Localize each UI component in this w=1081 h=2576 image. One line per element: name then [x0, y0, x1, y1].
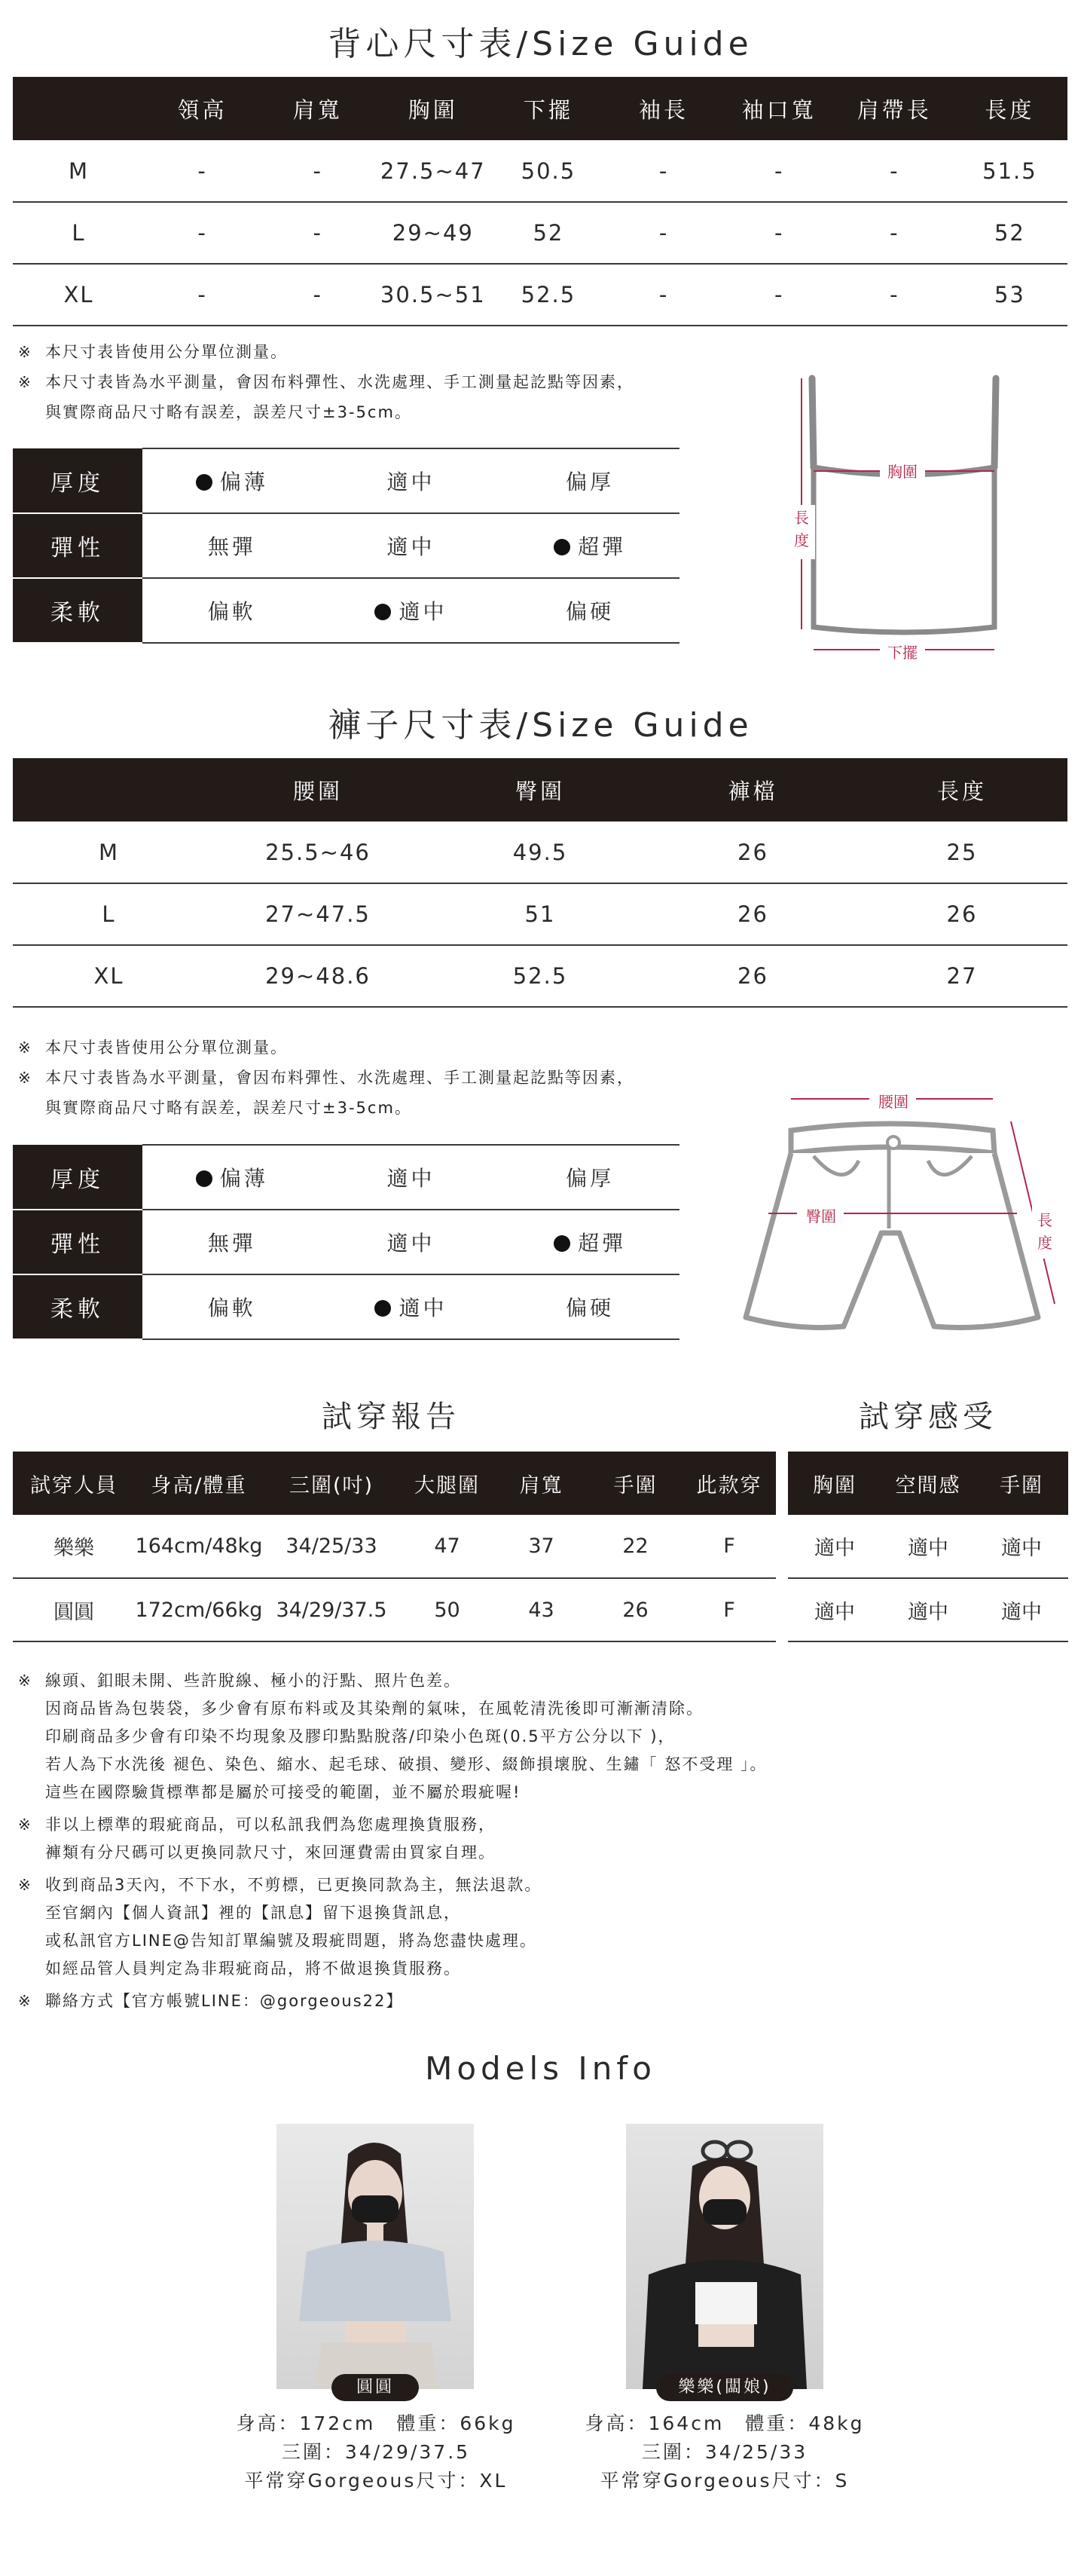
- attribute-option: [500, 1274, 679, 1339]
- table-cell: -: [722, 140, 837, 202]
- selected-dot-icon: [554, 539, 570, 555]
- table-cell: 50.5: [490, 140, 606, 202]
- model-stat-line: 三圍：34/25/33: [641, 2441, 808, 2463]
- note-line: 非以上標準的瑕疵商品，可以私訊我們為您處理換貨服務，: [45, 1816, 496, 1834]
- attribute-row-elasticity: [13, 513, 679, 578]
- table-cell: 47: [400, 1515, 494, 1578]
- pants-size-table: [13, 758, 1067, 1008]
- attribute-label: 柔軟: [13, 1274, 142, 1339]
- table-cell: 適中: [975, 1578, 1068, 1641]
- fitting-feel-title: 試穿感受: [859, 1400, 997, 1434]
- table-cell: 53: [952, 264, 1067, 326]
- header-size-worn: 此款穿: [682, 1452, 776, 1515]
- attribute-row-softness: [13, 578, 679, 643]
- option-text: 適中: [386, 1166, 435, 1191]
- table-cell: 26: [649, 821, 857, 883]
- note-mark: ※: [18, 1992, 32, 2010]
- model-info-lele: [566, 2409, 883, 2495]
- table-cell: 34/29/37.5: [263, 1578, 400, 1641]
- pants-header-length: 長度: [857, 758, 1067, 821]
- attribute-option: [142, 513, 322, 578]
- table-cell: -: [837, 140, 952, 202]
- table-cell: -: [145, 140, 260, 202]
- model-silhouette-icon: [276, 2124, 474, 2389]
- table-row: [788, 1578, 1068, 1641]
- table-cell: 52: [952, 202, 1067, 264]
- vest-size-table: [13, 77, 1067, 326]
- vest-header-cuff: 袖口寬: [722, 77, 837, 140]
- table-cell: 樂樂: [13, 1515, 135, 1578]
- header-chest-feel: 胸圍: [788, 1452, 881, 1515]
- vest-attribute-table: [13, 448, 679, 644]
- table-cell: 適中: [881, 1515, 975, 1578]
- size-cell: XL: [13, 945, 205, 1007]
- note-line: 這些在國際驗貨標準都是屬於可接受的範圍，並不屬於瑕疵喔!: [45, 1783, 521, 1801]
- pants-header-hip: 臀圍: [431, 758, 649, 821]
- attribute-row-thickness: [13, 448, 679, 513]
- table-cell: -: [260, 202, 375, 264]
- table-cell: -: [260, 264, 375, 326]
- table-cell: -: [145, 264, 260, 326]
- model-silhouette-icon: [626, 2124, 823, 2389]
- attribute-option: [322, 513, 501, 578]
- table-row: [13, 1578, 776, 1641]
- size-cell: L: [13, 202, 145, 264]
- attribute-option: [322, 1274, 501, 1339]
- attribute-option: [322, 1145, 501, 1210]
- attribute-option: [500, 1210, 679, 1274]
- note-mark: ※: [18, 1672, 32, 1690]
- header-space-feel: 空間感: [881, 1452, 975, 1515]
- vest-header-size: [13, 77, 145, 140]
- note-mark: ※: [18, 343, 32, 361]
- size-cell: L: [13, 883, 205, 945]
- pants-size-header-row: [13, 758, 1067, 821]
- note-line: 與實際商品尺寸略有誤差，誤差尺寸±3-5cm。: [45, 1099, 412, 1117]
- table-cell: 51.5: [952, 140, 1067, 202]
- header-shoulder: 肩寬: [494, 1452, 588, 1515]
- pants-header-size: [13, 758, 205, 821]
- chest-label: 胸圍: [887, 463, 918, 481]
- table-cell: 適中: [975, 1515, 1068, 1578]
- table-cell: 52.5: [431, 945, 649, 1007]
- selected-dot-icon: [374, 604, 391, 620]
- model-photo-lele: [626, 2124, 823, 2389]
- table-cell: 27.5~47: [375, 140, 490, 202]
- option-text: 超彈: [578, 534, 627, 559]
- option-text: 偏薄: [219, 1166, 268, 1191]
- attribute-option: [142, 1210, 322, 1274]
- waist-label: 腰圍: [878, 1093, 908, 1111]
- attribute-option: [142, 1145, 322, 1210]
- table-cell: 26: [649, 883, 857, 945]
- note-line: 至官網內【個人資訊】裡的【訊息】留下退換貨訊息，: [45, 1904, 461, 1922]
- header-arm-feel: 手圍: [975, 1452, 1068, 1515]
- attribute-option: [142, 448, 322, 513]
- table-row: [13, 883, 1067, 945]
- note-line: 印刷商品多少會有印染不均現象及膠印點點脫落/印染小色斑(0.5平方公分以下 )，: [45, 1727, 676, 1745]
- vest-size-notes: [18, 337, 756, 427]
- table-row: [788, 1515, 1068, 1578]
- attribute-label: 彈性: [13, 513, 142, 578]
- option-text: 超彈: [578, 1231, 627, 1256]
- model-photo-yuanyuan: [276, 2124, 474, 2389]
- vest-size-header-row: [13, 77, 1067, 140]
- table-cell: 29~49: [375, 202, 490, 264]
- option-text: 適中: [386, 1231, 435, 1256]
- model-stat-line: 三圍：34/29/37.5: [281, 2441, 471, 2463]
- vest-header-collar: 領高: [145, 77, 260, 140]
- note-mark: ※: [18, 1876, 32, 1894]
- attribute-option: [500, 513, 679, 578]
- attribute-option: [142, 578, 322, 643]
- vest-size-guide-title: 背心尺寸表/Size Guide: [328, 25, 753, 63]
- vest-header-hem: 下擺: [490, 77, 606, 140]
- note-line: 本尺寸表皆為水平測量，會因布料彈性、水洗處理、手工測量起訖點等因素，: [45, 1069, 634, 1087]
- option-text: 偏硬: [566, 599, 615, 624]
- model-stat-line: 身高：172cm 體重：66kg: [236, 2412, 516, 2434]
- option-text: 適中: [386, 470, 435, 494]
- table-cell: 164cm/48kg: [135, 1515, 263, 1578]
- header-tester: 試穿人員: [13, 1452, 135, 1515]
- selected-dot-icon: [554, 1235, 570, 1252]
- table-cell: -: [722, 264, 837, 326]
- table-cell: -: [722, 202, 837, 264]
- table-row: [13, 821, 1067, 883]
- note-mark: ※: [18, 1069, 32, 1087]
- note-mark: ※: [18, 373, 32, 391]
- option-text: 適中: [386, 534, 435, 559]
- selected-dot-icon: [196, 474, 212, 491]
- attribute-label: 柔軟: [13, 578, 142, 643]
- length-label: 長度: [794, 509, 809, 549]
- table-cell: -: [837, 202, 952, 264]
- vest-header-sleeve: 袖長: [606, 77, 722, 140]
- table-cell: 37: [494, 1515, 588, 1578]
- model-stat-line: 平常穿Gorgeous尺寸：S: [600, 2470, 850, 2492]
- fitting-feel-table: [788, 1452, 1068, 1642]
- pants-header-rise: 褲檔: [649, 758, 857, 821]
- table-cell: 26: [588, 1578, 682, 1641]
- length-label: 長度: [1037, 1211, 1052, 1252]
- vest-header-chest: 胸圍: [375, 77, 490, 140]
- attribute-label: 厚度: [13, 448, 142, 513]
- table-row: [13, 140, 1067, 202]
- pants-size-guide-title: 褲子尺寸表/Size Guide: [328, 706, 753, 745]
- size-cell: M: [13, 140, 145, 202]
- table-cell: 適中: [881, 1578, 975, 1641]
- option-text: 無彈: [207, 1231, 256, 1256]
- note-line: 線頭、釦眼未開、些許脫線、極小的汙點、照片色差。: [45, 1672, 461, 1690]
- table-cell: 圓圓: [13, 1578, 135, 1641]
- table-cell: 適中: [788, 1578, 881, 1641]
- table-row: [13, 264, 1067, 326]
- table-cell: 49.5: [431, 821, 649, 883]
- note-line: 本尺寸表皆使用公分單位測量。: [45, 1039, 288, 1057]
- option-text: 偏硬: [566, 1296, 615, 1320]
- attribute-option: [322, 1210, 501, 1274]
- vest-header-length: 長度: [952, 77, 1067, 140]
- table-cell: -: [606, 264, 722, 326]
- table-cell: 25: [857, 821, 1067, 883]
- note-line: 收到商品3天內，不下水，不剪標，已更換同款為主，無法退款。: [45, 1876, 542, 1894]
- table-cell: F: [682, 1578, 776, 1641]
- shorts-outline-icon: [731, 1078, 1062, 1364]
- attribute-label: 厚度: [13, 1145, 142, 1210]
- table-cell: -: [837, 264, 952, 326]
- table-cell: 26: [857, 883, 1067, 945]
- model-name-yuanyuan: 圓圓: [331, 2374, 419, 2401]
- note-mark: ※: [18, 1039, 32, 1057]
- attribute-label: 彈性: [13, 1210, 142, 1274]
- header-arm: 手圍: [588, 1452, 682, 1515]
- attribute-option: [500, 1145, 679, 1210]
- table-cell: 52.5: [490, 264, 606, 326]
- option-text: 偏軟: [207, 599, 256, 624]
- models-info-title: Models Info: [425, 2050, 656, 2087]
- note-line: 本尺寸表皆使用公分單位測量。: [45, 343, 288, 361]
- selected-dot-icon: [374, 1300, 391, 1317]
- table-row: [13, 202, 1067, 264]
- size-cell: M: [13, 821, 205, 883]
- table-cell: 30.5~51: [375, 264, 490, 326]
- table-row: [13, 945, 1067, 1007]
- attribute-row-elasticity: [13, 1210, 679, 1274]
- notice-section: [18, 1667, 1058, 2015]
- pants-size-notes: [18, 1033, 756, 1123]
- hip-label: 臀圍: [806, 1207, 836, 1225]
- option-text: 無彈: [207, 534, 256, 559]
- table-cell: F: [682, 1515, 776, 1578]
- table-cell: 22: [588, 1515, 682, 1578]
- attribute-row-softness: [13, 1274, 679, 1339]
- table-cell: 27~47.5: [205, 883, 431, 945]
- table-cell: -: [606, 202, 722, 264]
- fitting-header-row: [13, 1452, 776, 1515]
- feel-header-row: [788, 1452, 1068, 1515]
- model-stat-line: 平常穿Gorgeous尺寸：XL: [244, 2470, 508, 2492]
- note-line: 聯絡方式【官方帳號LINE：@gorgeous22】: [45, 1992, 404, 2010]
- table-cell: 172cm/66kg: [135, 1578, 263, 1641]
- attribute-option: [142, 1274, 322, 1339]
- pants-attribute-table: [13, 1144, 679, 1340]
- attribute-row-thickness: [13, 1145, 679, 1210]
- option-text: 適中: [399, 1296, 447, 1320]
- pants-measurement-diagram: [731, 1078, 1062, 1364]
- note-line: 因商品皆為包裝袋，多少會有原布料或及其染劑的氣味，在風乾清洗後即可漸漸清除。: [45, 1699, 704, 1718]
- selected-dot-icon: [196, 1170, 212, 1187]
- option-text: 偏薄: [219, 470, 268, 494]
- notice-paragraph: [18, 1987, 1058, 2015]
- table-cell: 適中: [788, 1515, 881, 1578]
- table-cell: 51: [431, 883, 649, 945]
- table-cell: 52: [490, 202, 606, 264]
- note-line: 若人為下水洗後 褪色、染色、縮水、起毛球、破損、變形、綴飾損壞脫、生鏽「 怒不受理 」。: [45, 1755, 768, 1773]
- option-text: 偏厚: [566, 470, 615, 494]
- header-measurements: 三圍(吋): [263, 1452, 400, 1515]
- header-height-weight: 身高/體重: [135, 1452, 263, 1515]
- table-row: [13, 1515, 776, 1578]
- option-text: 偏厚: [566, 1166, 615, 1191]
- table-cell: 26: [649, 945, 857, 1007]
- notice-paragraph: [18, 1811, 1058, 1867]
- note-line: 與實際商品尺寸略有誤差，誤差尺寸±3-5cm。: [45, 403, 412, 421]
- table-cell: 50: [400, 1578, 494, 1641]
- note-line: 褲類有分尺碼可以更換同款尺寸，來回運費需由買家自理。: [45, 1843, 496, 1862]
- table-cell: 29~48.6: [205, 945, 431, 1007]
- attribute-option: [322, 448, 501, 513]
- table-cell: 25.5~46: [205, 821, 431, 883]
- model-stat-line: 身高：164cm 體重：48kg: [585, 2412, 865, 2434]
- attribute-option: [322, 578, 501, 643]
- table-cell: -: [260, 140, 375, 202]
- model-info-yuanyuan: [218, 2409, 534, 2495]
- note-mark: ※: [18, 1816, 32, 1834]
- table-cell: 27: [857, 945, 1067, 1007]
- table-cell: 43: [494, 1578, 588, 1641]
- vest-header-shoulder: 肩寬: [260, 77, 375, 140]
- header-thigh: 大腿圍: [400, 1452, 494, 1515]
- attribute-option: [500, 578, 679, 643]
- fitting-report-table: [13, 1452, 776, 1642]
- note-line: 如經品管人員判定為非瑕疵商品，將不做退換貨服務。: [45, 1960, 461, 1978]
- notice-paragraph: [18, 1667, 1058, 1807]
- vest-header-strap: 肩帶長: [837, 77, 952, 140]
- vest-measurement-diagram: [768, 369, 1025, 671]
- note-line: 本尺寸表皆為水平測量，會因布料彈性、水洗處理、手工測量起訖點等因素，: [45, 373, 634, 391]
- hem-label: 下擺: [887, 644, 918, 662]
- table-cell: -: [145, 202, 260, 264]
- size-cell: XL: [13, 264, 145, 326]
- option-text: 偏軟: [207, 1296, 256, 1320]
- option-text: 適中: [399, 599, 447, 624]
- fitting-report-title: 試穿報告: [322, 1400, 460, 1434]
- table-cell: 34/25/33: [263, 1515, 400, 1578]
- table-cell: -: [606, 140, 722, 202]
- note-line: 或私訊官方LINE@告知訂單編號及瑕疵問題，將為您盡快處理。: [45, 1932, 537, 1950]
- model-name-lele: 樂樂(闆娘): [656, 2374, 793, 2401]
- attribute-option: [500, 448, 679, 513]
- pants-header-waist: 腰圍: [205, 758, 431, 821]
- notice-paragraph: [18, 1871, 1058, 1983]
